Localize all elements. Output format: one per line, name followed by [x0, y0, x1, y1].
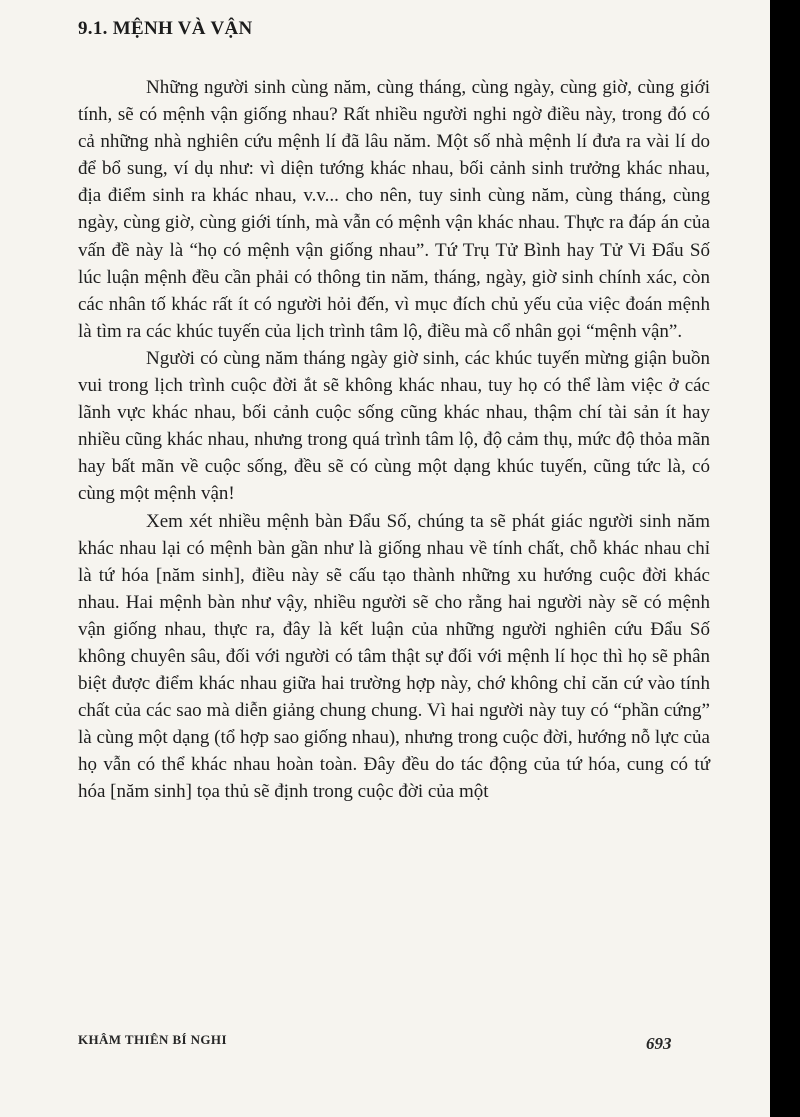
paragraph-2: Người có cùng năm tháng ngày giờ sinh, các khúc tuyến mừng giận buồn vui trong lịch trình cuộc đời ắt sẽ không khác nhau, tuy họ có thể làm việc ở các lãnh vực khác nhau, bối cảnh cuộc sống cũng khác nhau, thậm chí tài sản ít hay nhiều cũng khác nhau, nhưng trong quá trình tâm lộ, độ cảm thụ, mức độ thỏa mãn hay bất mãn về cuộc sống, đều sẽ có cùng một dạng khúc tuyến, cũng tức là, có cùng một mệnh vận! — [78, 347, 710, 505]
paragraph-3: Xem xét nhiều mệnh bàn Đẩu Số, chúng ta sẽ phát giác người sinh năm khác nhau lại có mệnh bàn gần như là giống nhau về tính chất, chỗ khác nhau chỉ là tứ hóa [năm sinh], điều này sẽ cấu tạo thành những xu hướng cuộc đời khác nhau. Hai mệnh bàn như vậy, nhiều người sẽ cho rằng hai người này sẽ có mệnh vận giống nhau, thực ra, đây là kết luận của những người nghiên cứu Đẩu Số không chuyên sâu, đối với người có tâm thật sự đối với mệnh lí học thì họ sẽ phân biệt được điểm khác nhau giữa hai trường hợp này, chớ không chỉ căn cứ vào tính chất của các sao mà diễn giảng chung chung. Vì hai người này tuy có “phần cứng” là cùng một dạng (tổ hợp sao giống nhau), nhưng trong cuộc đời, hướng nỗ lực của họ vẫn có thể khác nhau hoàn toàn. Đây đều do tác động của tứ hóa, cung có tứ hóa [năm sinh] tọa thủ sẽ định trong cuộc đời của một — [78, 510, 710, 803]
paragraph-1: Những người sinh cùng năm, cùng tháng, cùng ngày, cùng giờ, cùng giới tính, sẽ có mệnh vận giống nhau? Rất nhiều người nghi ngờ điều này, trong đó có cả những nhà nghiên cứu mệnh lí đã lâu năm. Một số nhà mệnh lí đưa ra vài lí do để bổ sung, ví dụ như: vì diện tướng khác nhau, bối cảnh sinh trưởng khác nhau, địa điểm sinh ra khác nhau, v.v... cho nên, tuy sinh cùng năm, cùng tháng, cùng ngày, cùng giờ, cùng giới tính, mà vẫn có mệnh vận khác nhau. Thực ra đáp án của vấn đề này là “họ có mệnh vận giống nhau”. Tứ Trụ Tử Bình hay Tử Vi Đẩu Số lúc luận mệnh đều cần phải có thông tin năm, tháng, ngày, giờ sinh chính xác, còn các nhân tố khác rất ít có người hỏi đến, vì mục đích chủ yếu của việc đoán mệnh là tìm ra các khúc tuyến của lịch trình tâm lộ, điều mà cổ nhân gọi “mệnh vận”. — [78, 77, 710, 342]
running-footer-book-title: KHÂM THIÊN BÍ NGHI — [78, 1032, 227, 1047]
body-text — [78, 74, 710, 806]
page-number: 693 — [646, 1034, 672, 1053]
section-title: 9.1. MỆNH VÀ VẬN — [78, 18, 253, 39]
